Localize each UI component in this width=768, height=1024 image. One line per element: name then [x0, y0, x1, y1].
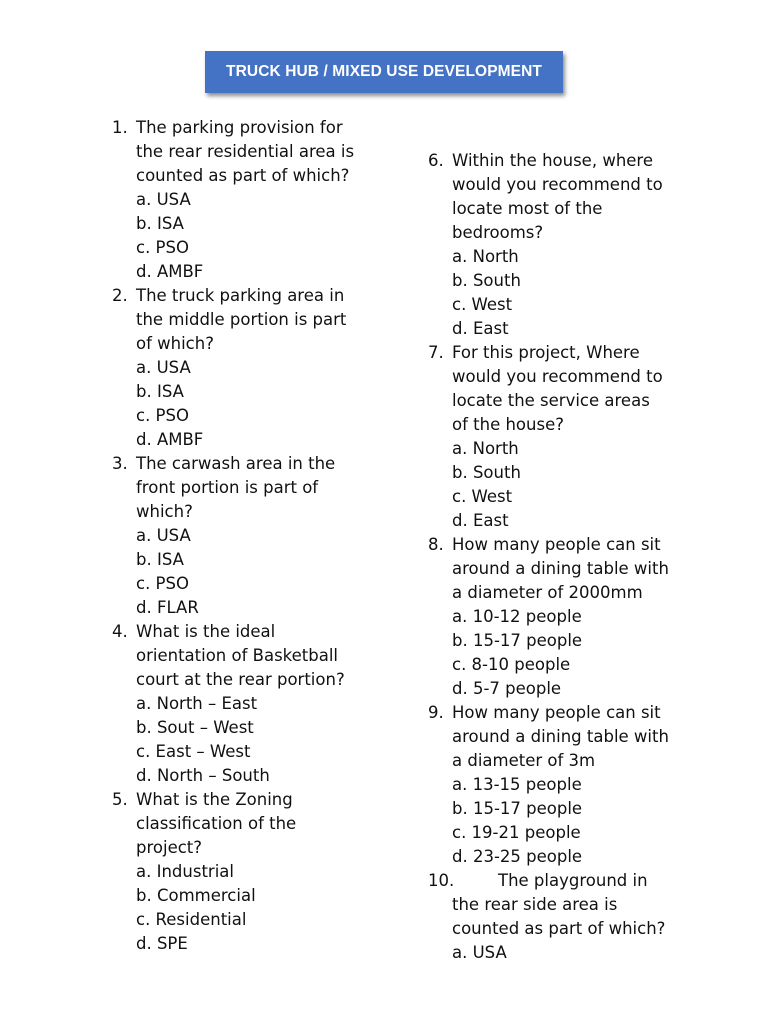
answer-option: c. 8-10 people — [452, 655, 571, 674]
question-text-line: the rear side area is — [452, 895, 618, 914]
answer-option: b. ISA — [136, 550, 184, 569]
question-text-line: classification of the — [136, 814, 297, 833]
question-text-line: counted as part of which? — [136, 166, 350, 185]
answer-option: a. USA — [136, 526, 191, 545]
question-number: 4. — [112, 622, 128, 641]
answer-option: a. USA — [452, 943, 507, 962]
answer-option: d. North – South — [136, 766, 270, 785]
answer-option: d. East — [452, 511, 509, 530]
answer-option: d. FLAR — [136, 598, 199, 617]
answer-option: c. 19-21 people — [452, 823, 581, 842]
question-text-line: around a dining table with — [452, 559, 669, 578]
question-item — [428, 341, 698, 533]
answer-option: d. AMBF — [136, 430, 204, 449]
question-number: 2. — [112, 286, 128, 305]
answer-option: c. PSO — [136, 574, 189, 593]
question-item — [112, 620, 372, 788]
answer-option: a. Industrial — [136, 862, 234, 881]
question-text-line: of which? — [136, 334, 214, 353]
question-text-line: locate the service areas — [452, 391, 650, 410]
question-text-line: orientation of Basketball — [136, 646, 339, 665]
question-number: 3. — [112, 454, 128, 473]
answer-option: a. USA — [136, 358, 191, 377]
question-text-line: the rear residential area is — [136, 142, 355, 161]
question-item — [428, 149, 698, 341]
question-text-line: For this project, Where — [452, 343, 640, 362]
question-text-line: project? — [136, 838, 203, 857]
question-text-line: How many people can sit — [452, 703, 661, 722]
answer-option: d. SPE — [136, 934, 188, 953]
question-text-line: bedrooms? — [452, 223, 544, 242]
question-number: 10. — [428, 871, 455, 890]
answer-option: b. Commercial — [136, 886, 256, 905]
right-question-column — [428, 149, 698, 965]
answer-option: d. AMBF — [136, 262, 204, 281]
question-item — [112, 116, 372, 284]
question-text-line: would you recommend to — [452, 175, 663, 194]
answer-option: d. 23-25 people — [452, 847, 583, 866]
answer-option: a. 13-15 people — [452, 775, 582, 794]
question-number: 7. — [428, 343, 444, 362]
left-question-column — [112, 116, 372, 956]
question-text-line: around a dining table with — [452, 727, 669, 746]
question-text-line: front portion is part of — [136, 478, 319, 497]
answer-option: c. Residential — [136, 910, 247, 929]
question-text-line: of the house? — [452, 415, 564, 434]
question-text-line: locate most of the — [452, 199, 603, 218]
question-text-line: Within the house, where — [452, 151, 653, 170]
title-banner — [205, 51, 563, 93]
question-item — [428, 869, 698, 965]
question-item — [112, 452, 372, 620]
answer-option: a. 10-12 people — [452, 607, 582, 626]
question-text-line: The truck parking area in — [136, 286, 345, 305]
question-number: 6. — [428, 151, 444, 170]
page-title: TRUCK HUB / MIXED USE DEVELOPMENT — [226, 63, 542, 80]
answer-option: b. ISA — [136, 382, 184, 401]
answer-option: b. South — [452, 463, 521, 482]
question-text-line: would you recommend to — [452, 367, 663, 386]
answer-option: a. USA — [136, 190, 191, 209]
question-text-line: The parking provision for — [136, 118, 343, 137]
answer-option: c. PSO — [136, 238, 189, 257]
question-number: 8. — [428, 535, 444, 554]
answer-option: b. 15-17 people — [452, 799, 583, 818]
answer-option: c. West — [452, 487, 513, 506]
answer-option: a. North – East — [136, 694, 258, 713]
answer-option: b. South — [452, 271, 521, 290]
answer-option: c. West — [452, 295, 513, 314]
question-text-line: the middle portion is part — [136, 310, 347, 329]
answer-option: a. North — [452, 439, 519, 458]
question-text-line: court at the rear portion? — [136, 670, 345, 689]
question-item — [112, 284, 372, 452]
question-text-line: What is the ideal — [136, 622, 276, 641]
answer-option: c. East – West — [136, 742, 251, 761]
question-number: 1. — [112, 118, 128, 137]
question-text-line: How many people can sit — [452, 535, 661, 554]
question-text-line: a diameter of 2000mm — [452, 583, 643, 602]
answer-option: b. ISA — [136, 214, 184, 233]
question-item — [112, 788, 372, 956]
answer-option: d. East — [452, 319, 509, 338]
answer-option: d. 5-7 people — [452, 679, 562, 698]
answer-option: b. Sout – West — [136, 718, 254, 737]
question-text-line: which? — [136, 502, 193, 521]
question-text-line: a diameter of 3m — [452, 751, 596, 770]
question-text-line: What is the Zoning — [136, 790, 293, 809]
answer-option: a. North — [452, 247, 519, 266]
question-number: 5. — [112, 790, 128, 809]
question-text-line: The carwash area in the — [136, 454, 336, 473]
question-item — [428, 701, 698, 869]
question-item — [428, 533, 698, 701]
question-text-line: counted as part of which? — [452, 919, 666, 938]
answer-option: c. PSO — [136, 406, 189, 425]
question-text-line: The playground in — [498, 871, 648, 890]
question-number: 9. — [428, 703, 444, 722]
answer-option: b. 15-17 people — [452, 631, 583, 650]
